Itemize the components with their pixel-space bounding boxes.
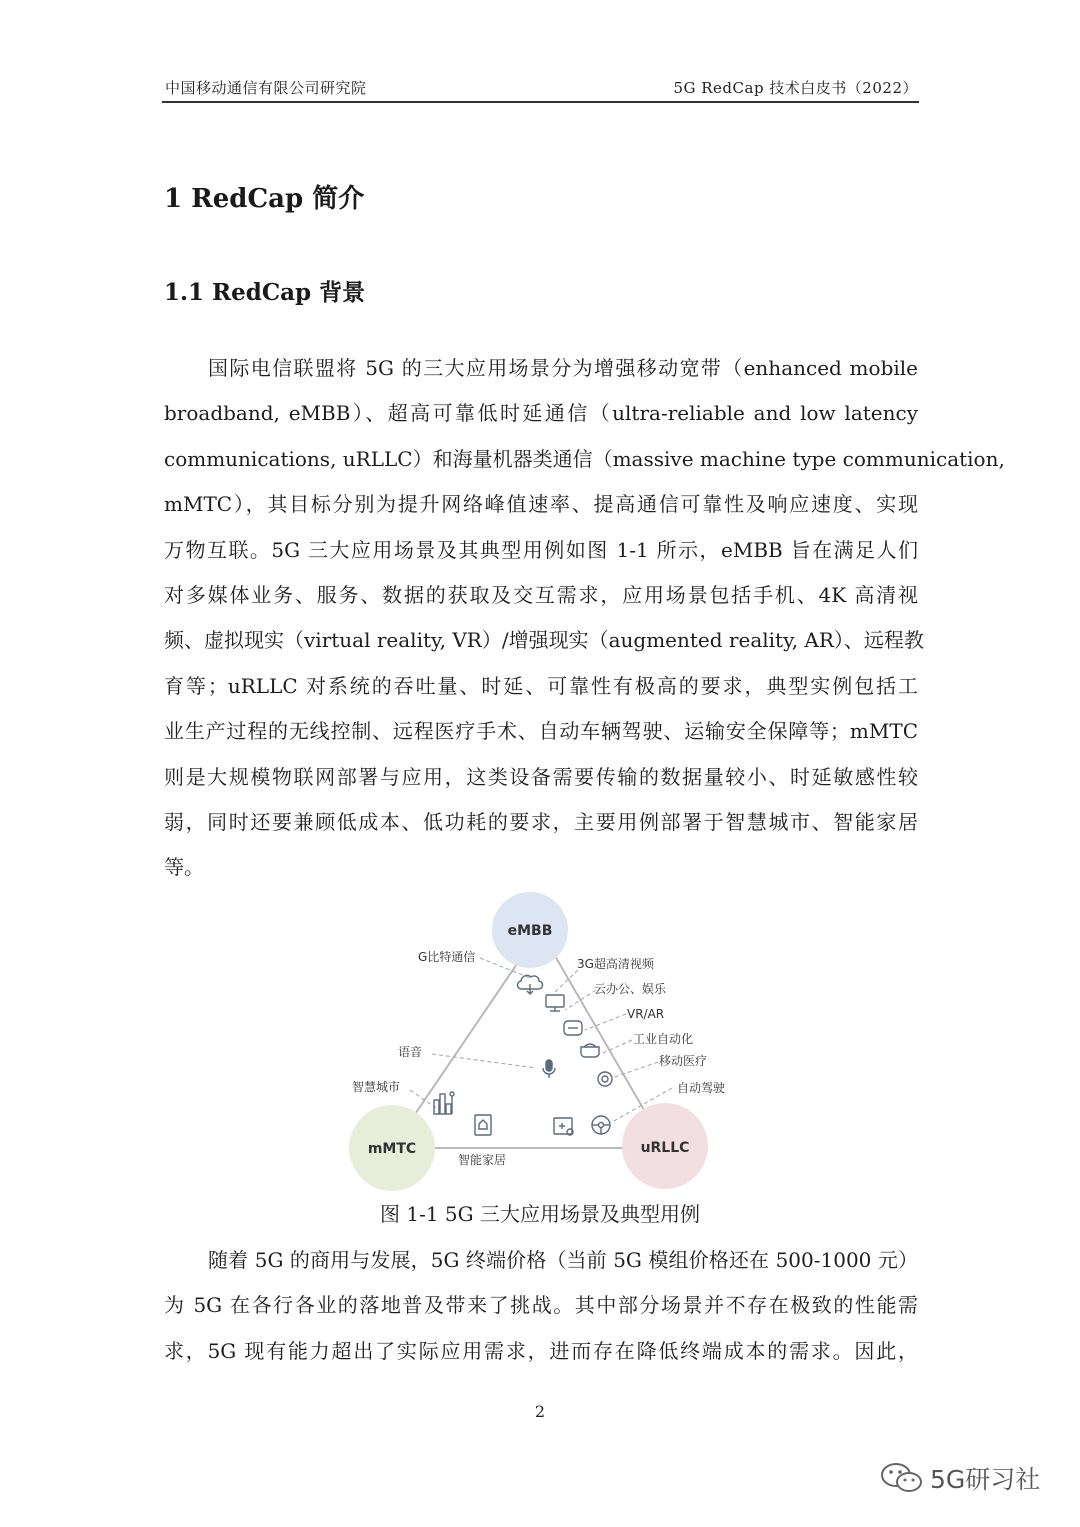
paragraph-line: 育等；uRLLC 对系统的吞吐量、时延、可靠性有极高的要求，典型实例包括工	[164, 673, 918, 698]
paragraph-line: 对多媒体业务、服务、数据的获取及交互需求，应用场景包括手机、4K 高清视	[164, 582, 918, 607]
city-buildings-icon	[434, 1092, 454, 1114]
paragraph-line: 弱，同时还要兼顾低成本、低功耗的要求，主要用例部署于智慧城市、智能家居	[164, 809, 918, 834]
paragraph-line: communications, uRLLC）和海量机器类通信（massive machine type communication,	[164, 446, 1005, 471]
smart-home-device-icon	[475, 1115, 491, 1135]
monitor-icon	[546, 995, 564, 1011]
paragraph-line: 万物互联。5G 三大应用场景及其典型用例如图 1-1 所示，eMBB 旨在满足人们	[164, 537, 918, 562]
label-smart-city: 智慧城市	[352, 1080, 401, 1094]
scenario-diagram	[340, 882, 750, 1192]
label-medical: 移动医疗	[659, 1054, 708, 1068]
label-voice: 语音	[398, 1045, 423, 1059]
paragraph-line: 国际电信联盟将 5G 的三大应用场景分为增强移动宽带（enhanced mobile	[208, 356, 918, 380]
microphone-icon	[543, 1060, 555, 1078]
paragraph-line: 为 5G 在各行各业的落地普及带来了挑战。其中部分场景并不存在极致的性能需	[164, 1293, 918, 1318]
paragraph-background	[164, 346, 1005, 891]
label-industrial: 工业自动化	[633, 1032, 694, 1046]
paragraph-line: 业生产过程的无线控制、远程医疗手术、自动车辆驾驶、运输安全保障等；mMTC	[164, 719, 918, 744]
header-organization: 中国移动通信有限公司研究院	[165, 79, 367, 97]
leader-smart-city	[410, 1090, 436, 1108]
medical-kit-icon	[554, 1118, 573, 1135]
gear-icon	[598, 1072, 612, 1086]
embb-label: eMBB	[507, 923, 553, 939]
cloud-download-icon	[517, 975, 542, 994]
header-document-title: 5G RedCap 技术白皮书（2022）	[673, 79, 918, 97]
label-3g-video: 3G超高清视频	[577, 957, 654, 971]
paragraph-line: 则是大规模物联网部署与应用，这类设备需要传输的数据量较小、时延敏感性较	[164, 764, 918, 789]
mmtc-label: mMTC	[367, 1141, 417, 1157]
paragraph-line: 随着 5G 的商用与发展，5G 终端价格（当前 5G 模组价格还在 500-1000 元）	[208, 1248, 918, 1272]
paragraph-line: 等。	[164, 855, 204, 880]
leader-vr-ar	[585, 1014, 626, 1030]
paragraph-line: 频、虚拟现实（virtual reality, VR）/增强现实（augmented reality, AR）、远程教	[164, 628, 924, 653]
paragraph-continuation	[164, 1238, 918, 1374]
label-smart-home: 智能家居	[458, 1153, 507, 1167]
chapter-heading: 1 RedCap 简介	[164, 184, 365, 214]
paragraph-line: 求，5G 现有能力超出了实际应用需求，进而存在降低终端成本的需求。因此，	[164, 1338, 918, 1363]
label-auto-driving: 自动驾驶	[677, 1081, 726, 1095]
wechat-icon	[880, 1461, 924, 1495]
figure-5g-scenarios	[340, 882, 750, 1192]
header-rule	[162, 101, 919, 103]
label-g-bit: G比特通信	[418, 950, 476, 964]
section-heading: 1.1 RedCap 背景	[164, 279, 366, 306]
urllc-label: uRLLC	[640, 1140, 690, 1156]
steering-wheel-icon	[592, 1116, 610, 1134]
leader-medical	[612, 1062, 658, 1078]
label-cloud-office: 云办公、娱乐	[594, 982, 667, 996]
headset-icon	[564, 1021, 582, 1035]
label-vr-ar: VR/AR	[627, 1007, 665, 1021]
watermark-text: 5G研习社	[930, 1465, 1041, 1494]
figure-caption: 图 1-1 5G 三大应用场景及典型用例	[380, 1202, 700, 1226]
page-number: 2	[534, 1402, 546, 1421]
watermark	[880, 1458, 1040, 1498]
paragraph-line: mMTC），其目标分别为提升网络峰值速率、提高通信可靠性及响应速度、实现	[164, 492, 918, 517]
vr-glasses-icon	[581, 1044, 599, 1057]
paragraph-line: broadband, eMBB）、超高可靠低时延通信（ultra-reliable and low latency	[164, 401, 918, 426]
